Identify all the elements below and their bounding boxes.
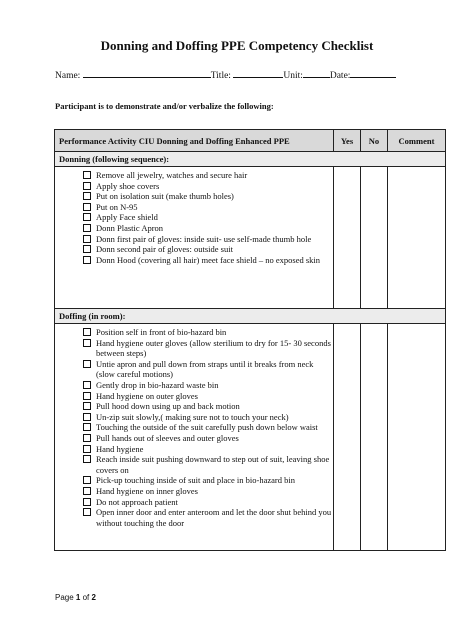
checkbox-icon[interactable] — [83, 423, 91, 431]
doffing-item-text: Position self in front of bio-hazard bin — [96, 327, 227, 337]
page-footer — [55, 593, 96, 602]
doffing-item — [83, 401, 333, 412]
doffing-item — [83, 412, 333, 423]
donning-item-text: Donn first pair of gloves: inside suit- use self-made thumb hole — [96, 233, 312, 244]
checkbox-icon[interactable] — [83, 413, 91, 421]
checkbox-icon[interactable] — [83, 256, 91, 264]
donning-item-text: Put on N-95 — [96, 201, 138, 212]
donning-no-cell[interactable] — [361, 167, 388, 309]
doffing-item — [83, 391, 333, 402]
checkbox-icon[interactable] — [83, 224, 91, 232]
donning-item — [83, 212, 333, 223]
of-word: of — [82, 593, 90, 602]
checkbox-icon[interactable] — [83, 455, 91, 463]
doffing-item — [83, 327, 333, 338]
name-label: Name: — [55, 71, 81, 81]
title-label: Title: — [210, 71, 231, 81]
donning-item-text: Remove all jewelry, watches and secure hair — [96, 170, 248, 180]
donning-item — [83, 255, 333, 266]
doffing-item — [83, 486, 333, 497]
checkbox-icon[interactable] — [83, 192, 91, 200]
doffing-item — [83, 380, 333, 391]
doffing-item-text: Hand hygiene outer gloves (allow sterilium to dry for 15- 30 seconds between steps) — [96, 337, 331, 359]
donning-item — [83, 202, 333, 213]
doffing-item — [83, 444, 333, 455]
unit-label: Unit: — [283, 71, 303, 81]
doffing-item-text: Hand hygiene — [96, 443, 144, 454]
doffing-yes-cell[interactable] — [334, 324, 361, 551]
checkbox-icon[interactable] — [83, 445, 91, 453]
checkbox-icon[interactable] — [83, 360, 91, 368]
page-total: 2 — [91, 593, 96, 602]
doffing-item — [83, 507, 333, 528]
doffing-section-header: Doffing (in room): — [55, 309, 446, 324]
doffing-checklist — [55, 324, 333, 534]
donning-item-text: Donn Hood (covering all hair) meet face shield – no exposed skin — [96, 254, 321, 265]
checkbox-icon[interactable] — [83, 487, 91, 495]
donning-yes-cell[interactable] — [334, 167, 361, 309]
donning-checklist — [55, 167, 333, 271]
checkbox-icon[interactable] — [83, 381, 91, 389]
checkbox-icon[interactable] — [83, 392, 91, 400]
checkbox-icon[interactable] — [83, 245, 91, 253]
checkbox-icon[interactable] — [83, 235, 91, 243]
competency-table — [54, 129, 446, 551]
doffing-no-cell[interactable] — [361, 324, 388, 551]
name-field[interactable] — [83, 68, 211, 78]
checkbox-icon[interactable] — [83, 171, 91, 179]
title-field[interactable] — [233, 68, 283, 78]
donning-item — [83, 170, 333, 181]
donning-item — [83, 223, 333, 234]
document-title: Donning and Doffing PPE Competency Checklist — [100, 38, 374, 53]
doffing-item-text: Hand hygiene on outer gloves — [96, 390, 198, 401]
date-field[interactable] — [350, 68, 396, 78]
checkbox-icon[interactable] — [83, 434, 91, 442]
date-label: Date: — [329, 71, 351, 81]
yes-column-header: Yes — [334, 130, 361, 152]
checkbox-icon[interactable] — [83, 203, 91, 211]
checkbox-icon[interactable] — [83, 476, 91, 484]
doffing-item-text: Pull hands out of sleeves and outer gloves — [96, 432, 239, 443]
doffing-item — [83, 454, 333, 475]
comment-column-header: Comment — [388, 130, 446, 152]
donning-item — [83, 234, 333, 245]
donning-item — [83, 191, 333, 202]
donning-item-text: Apply Face shield — [96, 212, 158, 223]
participant-info-line — [55, 68, 396, 81]
doffing-item-text: Gently drop in bio-hazard waste bin — [96, 379, 219, 390]
doffing-item-text: Reach inside suit pushing downward to step out of suit, leaving shoe covers on — [96, 454, 330, 475]
doffing-item-text: Untie apron and pull down from straps until it breaks from neck (slow careful motions) — [96, 358, 314, 380]
doffing-items-cell — [55, 324, 334, 551]
doffing-item — [83, 475, 333, 486]
donning-item — [83, 181, 333, 192]
doffing-item-text: Un-zip suit slowly,( making sure not to touch your neck) — [96, 411, 289, 422]
doffing-comment-cell[interactable] — [388, 324, 446, 551]
doffing-item-text: Touching the outside of the suit carefully push down below waist — [96, 422, 318, 433]
doffing-item — [83, 433, 333, 444]
donning-comment-cell[interactable] — [388, 167, 446, 309]
doffing-item-text: Pick-up touching inside of suit and place in bio-hazard bin — [96, 475, 295, 486]
checkbox-icon[interactable] — [83, 508, 91, 516]
doffing-item — [83, 338, 333, 359]
donning-item-text: Apply shoe covers — [96, 180, 160, 191]
page-word: Page — [55, 593, 74, 602]
donning-item-text: Donn Plastic Apron — [96, 222, 164, 233]
doffing-item — [83, 497, 333, 508]
activity-column-header: Performance Activity CIU Donning and Doffing Enhanced PPE — [55, 130, 334, 152]
doffing-item-text: Do not approach patient — [96, 496, 178, 507]
unit-field[interactable] — [303, 68, 330, 78]
donning-item — [83, 244, 333, 255]
doffing-item-text: Pull hood down using up and back motion — [96, 401, 240, 412]
doffing-item — [83, 422, 333, 433]
donning-section-header: Donning (following sequence): — [55, 152, 446, 167]
checkbox-icon[interactable] — [83, 328, 91, 336]
checkbox-icon[interactable] — [83, 182, 91, 190]
doffing-item-text: Open inner door and enter anteroom and let the door shut behind you without touching the door — [96, 507, 332, 528]
checkbox-icon[interactable] — [83, 402, 91, 410]
doffing-item — [83, 359, 333, 380]
donning-item-text: Donn second pair of gloves: outside suit — [96, 244, 233, 255]
no-column-header: No — [361, 130, 388, 152]
doffing-item-text: Hand hygiene on inner gloves — [96, 485, 198, 496]
checkbox-icon[interactable] — [83, 339, 91, 347]
checkbox-icon[interactable] — [83, 213, 91, 221]
donning-item-text: Put on isolation suit (make thumb holes) — [96, 191, 234, 202]
checkbox-icon[interactable] — [83, 498, 91, 506]
instruction-text: Participant is to demonstrate and/or verbalize the following: — [55, 101, 274, 111]
page-number: 1 — [75, 593, 81, 602]
donning-items-cell — [55, 167, 334, 309]
